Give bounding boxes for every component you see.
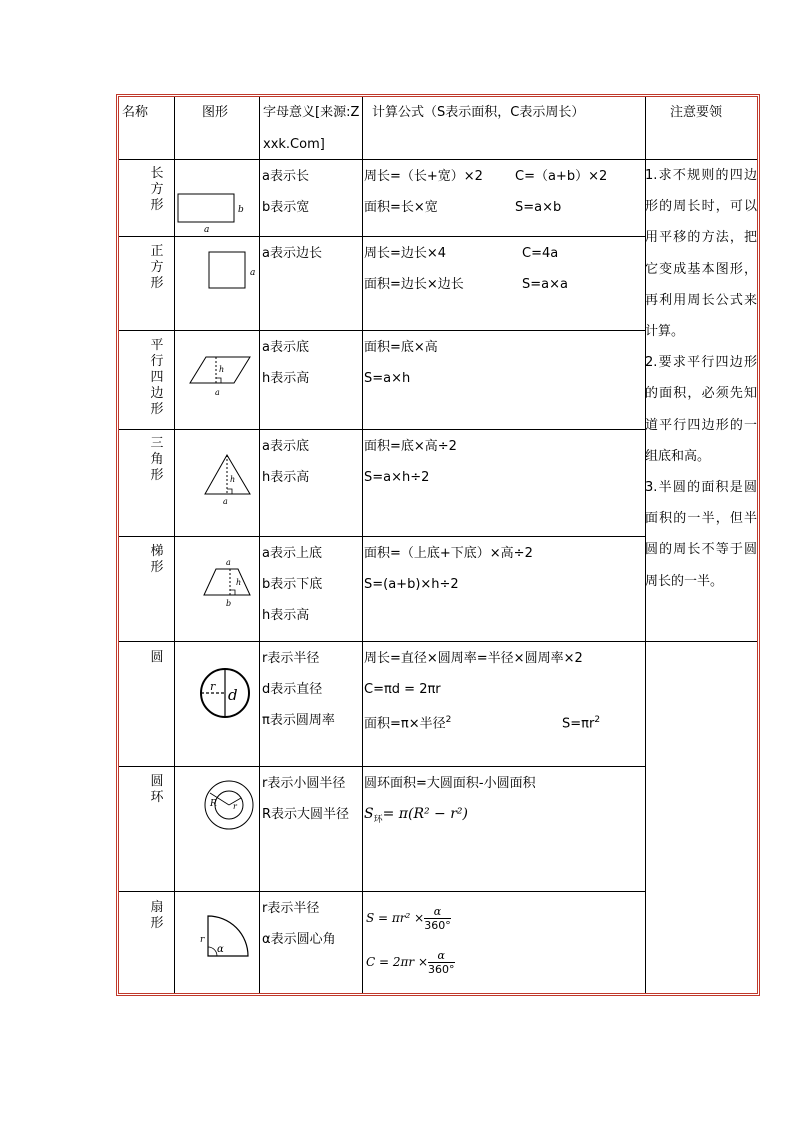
formula-text: S=a×h÷2 — [364, 470, 430, 485]
grid-line — [119, 236, 645, 237]
rect-label-a: a — [204, 225, 210, 234]
formula-text: 周长=边长×4 — [364, 246, 447, 261]
meaning-line: a表示长 — [262, 169, 309, 184]
meaning-rect — [262, 161, 309, 223]
formula-text: = π(R² − r²) — [382, 806, 469, 822]
formula-annulus — [364, 768, 536, 836]
fraction — [424, 905, 451, 932]
circle-figure — [198, 666, 254, 722]
formula-text: S=πr — [562, 716, 595, 732]
formula-text: 面积=底×高÷2 — [364, 439, 457, 454]
fraction-denominator: 360° — [424, 918, 451, 932]
formula-text: 周长=直径×圆周率=半径×圆周率×2 — [364, 651, 583, 666]
meaning-line: α表示圆心角 — [262, 932, 336, 947]
shape-name-sector: 扇形 — [150, 900, 164, 931]
shape-name-parallelogram: 平行四边形 — [150, 338, 164, 417]
shape-name-rectangle: 长方形 — [150, 166, 164, 213]
grid-line — [259, 97, 260, 993]
meaning-line: d表示直径 — [262, 682, 323, 697]
annulus-figure — [202, 778, 258, 834]
grid-line — [119, 330, 645, 331]
formula-text: 面积=π×半径 — [364, 716, 446, 732]
formula-text: C=（a+b）×2 — [515, 169, 608, 184]
meaning-para — [262, 332, 309, 394]
formula-text: S=(a+b)×h÷2 — [364, 577, 459, 592]
meaning-annulus — [262, 768, 361, 830]
meaning-square — [262, 238, 322, 269]
rectangle-figure — [176, 192, 246, 234]
meaning-line: a表示上底 — [262, 546, 322, 561]
sector-label-alpha: α — [217, 944, 224, 955]
formula-sector — [366, 896, 455, 984]
square-figure — [206, 249, 262, 293]
grid-line — [119, 536, 645, 537]
grid-line — [645, 641, 757, 642]
meaning-line: r表示小圆半径 — [262, 776, 346, 791]
formula-text: S = πr² × — [366, 911, 425, 925]
formula-sup: 2 — [445, 715, 452, 725]
formula-text: S=a×a — [522, 277, 568, 292]
annulus-label-R: R — [210, 799, 217, 809]
formula-trap — [364, 538, 533, 600]
circle-label-d: d — [228, 686, 238, 704]
trap-label-b: b — [226, 599, 232, 608]
header-formula: 计算公式（S表示面积，C表示周长） — [372, 105, 585, 120]
formula-text: 圆环面积=大圆面积-小圆面积 — [364, 776, 536, 791]
header-notes: 注意要领 — [670, 105, 723, 120]
tri-label-a: a — [223, 497, 228, 506]
para-label-h: h — [219, 365, 225, 374]
meaning-line: b表示下底 — [262, 577, 323, 592]
meaning-line: a表示底 — [262, 439, 309, 454]
trap-label-h: h — [236, 578, 242, 587]
header-figure: 图形 — [202, 105, 229, 120]
meaning-line: a表示边长 — [262, 246, 322, 261]
meaning-line: h表示高 — [262, 608, 310, 623]
fraction-denominator: 360° — [428, 962, 455, 976]
meaning-line: r表示半径 — [262, 901, 320, 916]
rect-label-b: b — [238, 205, 244, 215]
meaning-line: a表示底 — [262, 340, 309, 355]
meaning-trap — [262, 538, 322, 631]
annulus-label-r: r — [233, 802, 237, 811]
formula-text: S=a×b — [515, 200, 562, 215]
grid-line — [119, 766, 645, 767]
trapezoid-figure — [200, 555, 260, 615]
formula-sub: 环 — [373, 814, 383, 825]
parallelogram-figure — [188, 355, 258, 399]
meaning-tri — [262, 431, 309, 493]
grid-line — [119, 429, 645, 430]
grid-line — [119, 891, 645, 892]
meaning-sector — [262, 893, 336, 955]
meaning-line: π表示圆周率 — [262, 713, 335, 728]
tri-label-h: h — [230, 475, 236, 484]
header-name: 名称 — [122, 105, 149, 120]
meaning-line: h表示高 — [262, 371, 310, 386]
trap-label-a: a — [226, 558, 231, 567]
formula-circle — [364, 643, 644, 739]
meaning-line: h表示高 — [262, 470, 310, 485]
formula-text: S — [364, 806, 374, 822]
formula-text: C=4a — [522, 246, 559, 261]
shape-name-annulus: 圆环 — [150, 774, 164, 805]
grid-line — [119, 641, 645, 642]
shape-name-circle: 圆 — [150, 650, 164, 665]
square-label-a: a — [250, 268, 256, 278]
meaning-line: R表示大圆半径 — [262, 807, 350, 822]
formula-text: 面积=（上底+下底）×高÷2 — [364, 546, 533, 561]
formula-text: C = 2πr × — [366, 955, 428, 969]
circle-label-r: r — [210, 680, 216, 693]
header-meaning: 字母意义[来源:Zxxk.Com] — [263, 105, 360, 152]
fraction-numerator: α — [428, 949, 455, 963]
formula-rect — [364, 161, 644, 223]
shape-name-square: 正方形 — [150, 244, 164, 291]
formula-sup: 2 — [594, 715, 601, 725]
formula-text: C=πd = 2πr — [364, 682, 441, 697]
para-label-a: a — [215, 388, 220, 397]
formula-text: 周长=（长+宽）×2 — [364, 169, 483, 184]
shape-name-trapezoid: 梯形 — [150, 544, 164, 575]
meaning-line: b表示宽 — [262, 200, 310, 215]
fraction — [428, 949, 455, 976]
formula-para — [364, 332, 438, 394]
sector-label-r: r — [200, 935, 205, 945]
formula-tri — [364, 431, 457, 493]
formula-text: 面积=边长×边长 — [364, 277, 464, 292]
notes-column — [645, 160, 757, 597]
note-item: 3.半圆的面积是圆面积的一半，但半圆的周长不等于圆周长的一半。 — [645, 480, 757, 589]
shape-name-triangle: 三角形 — [150, 436, 164, 483]
formula-text: 面积=底×高 — [364, 340, 438, 355]
note-item: 1.求不规则的四边形的周长时，可以用平移的方法，把它变成基本图形，再利用周长公式来计算。 — [645, 168, 757, 340]
meaning-line: r表示半径 — [262, 651, 320, 666]
meaning-circle — [262, 643, 335, 736]
note-item: 2.要求平行四边形的面积，必须先知道平行四边形的一组底和高。 — [645, 355, 757, 464]
grid-line — [362, 97, 363, 993]
grid-line — [174, 97, 175, 993]
formula-square — [364, 238, 644, 300]
formula-text: 面积=长×宽 — [364, 200, 438, 215]
sector-figure — [198, 912, 250, 960]
triangle-figure — [202, 452, 258, 508]
fraction-numerator: α — [424, 905, 451, 919]
formula-text: S=a×h — [364, 371, 411, 386]
